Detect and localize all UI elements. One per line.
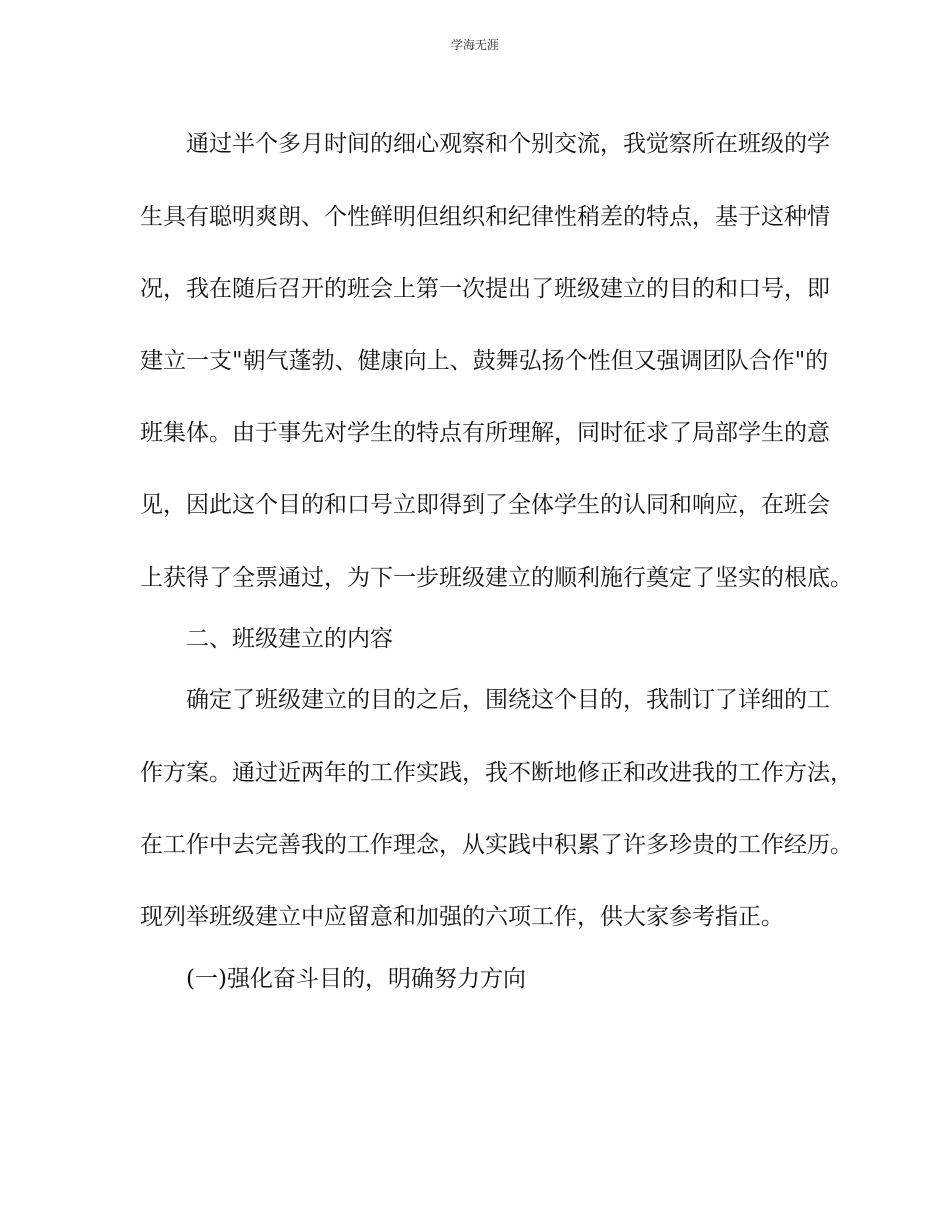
- paragraph-line: 确定了班级建立的目的之后，围绕这个目的，我制订了详细的工: [186, 687, 830, 713]
- paragraph-line: 通过半个多月时间的细心观察和个别交流，我觉察所在班级的学: [186, 131, 830, 157]
- paragraph-line: 上获得了全票通过，为下一步班级建立的顺利施行奠定了坚实的根底。: [140, 565, 853, 591]
- paragraph-line: 建立一支"朝气蓬勃、健康向上、鼓舞弘扬个性但又强调团队合作"的: [140, 348, 829, 374]
- paragraph-line: 作方案。通过近两年的工作实践，我不断地修正和改进我的工作方法，: [140, 760, 853, 786]
- paragraph-line: 况，我在随后召开的班会上第一次提出了班级建立的目的和口号，即: [140, 276, 830, 302]
- paragraph-line: 现列举班级建立中应留意和加强的六项工作，供大家参考指正。: [140, 904, 784, 930]
- paragraph-line: 见，因此这个目的和口号立即得到了全体学生的认同和响应，在班会: [140, 492, 830, 518]
- page-header: 学海无涯: [450, 38, 499, 52]
- paragraph-line: 班集体。由于事先对学生的特点有所理解，同时征求了局部学生的意: [140, 420, 830, 446]
- subsection-heading: (一)强化奋斗目的，明确努力方向: [186, 966, 526, 992]
- paragraph-line: 在工作中去完善我的工作理念，从实践中积累了许多珍贵的工作经历。: [140, 832, 853, 858]
- section-heading: 二、班级建立的内容: [186, 626, 393, 652]
- paragraph-line: 生具有聪明爽朗、个性鲜明但组织和纪律性稍差的特点，基于这种情: [140, 204, 830, 230]
